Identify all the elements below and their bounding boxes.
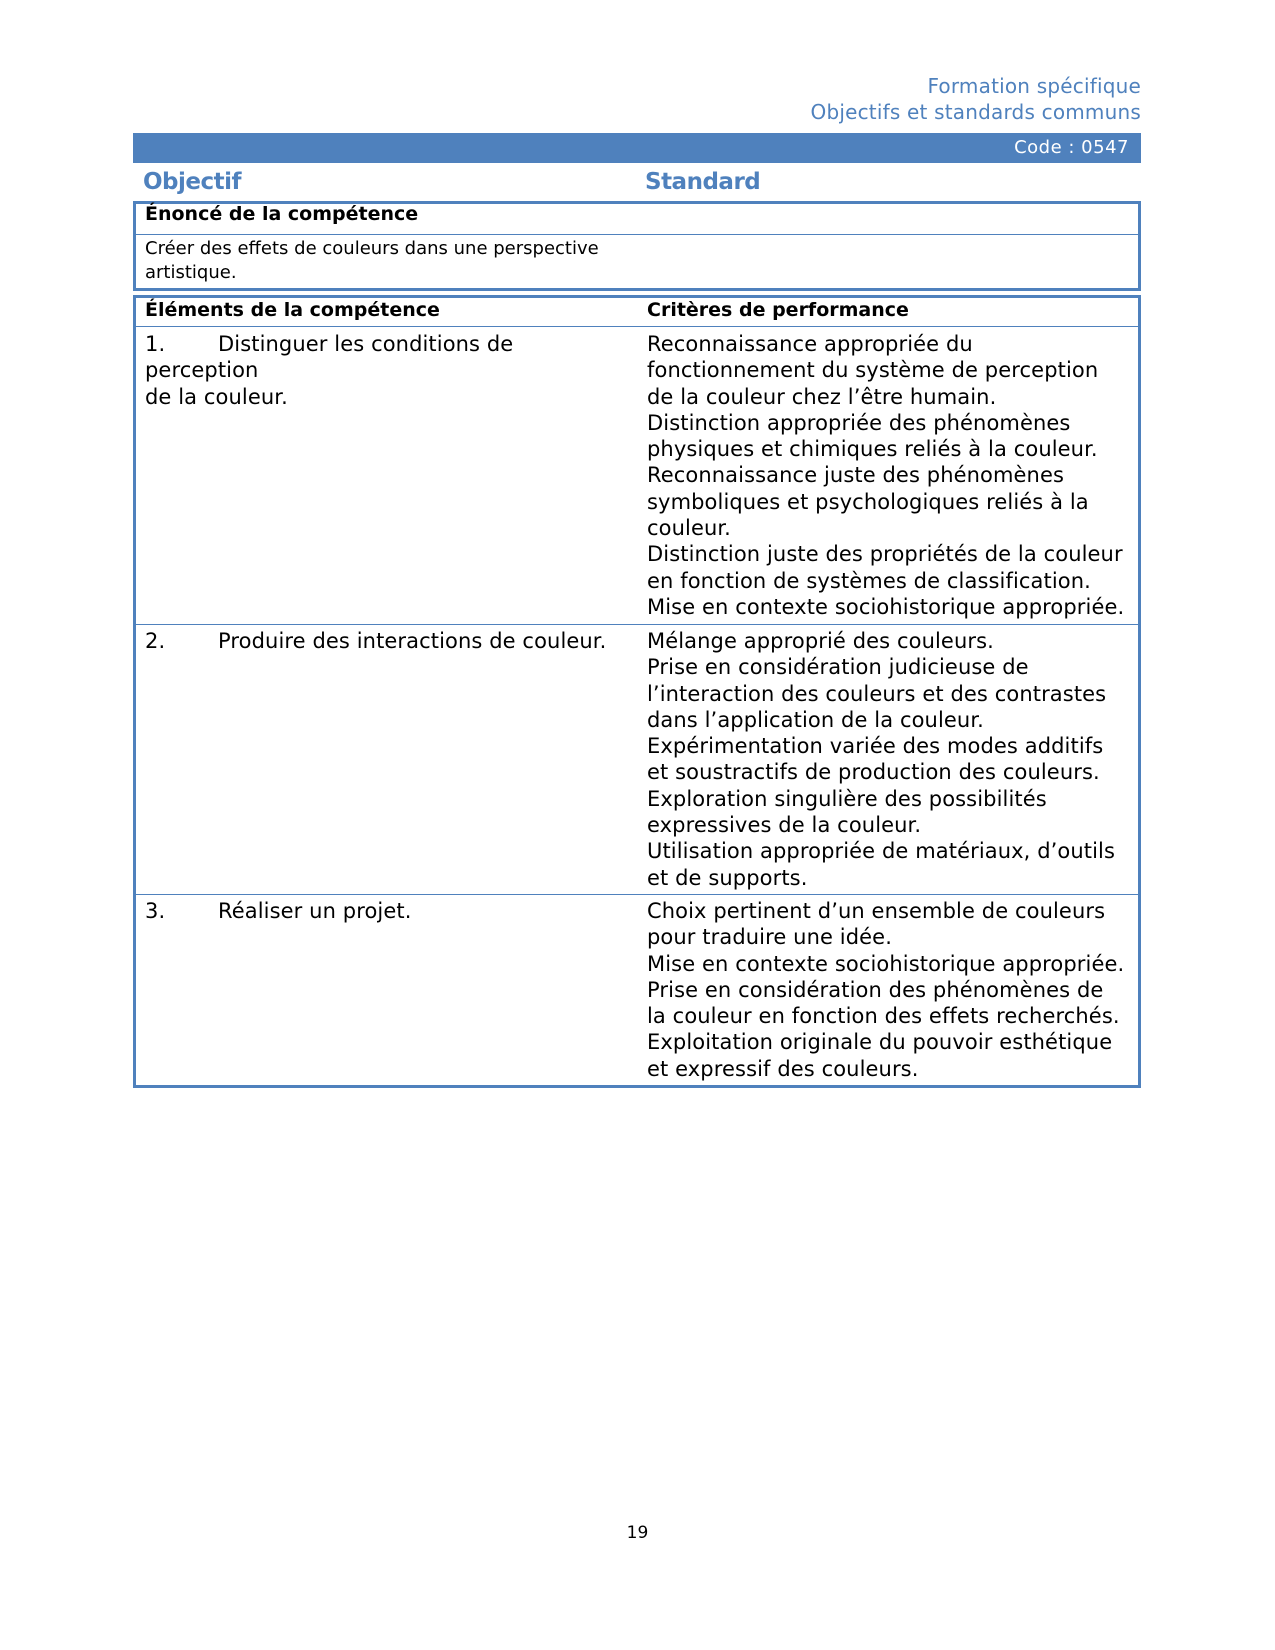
row-divider [136,894,1138,895]
running-header [811,73,1141,125]
standard-heading: Standard [645,169,761,195]
elements-criteria-table [133,295,1141,1088]
table-row-2-criteria [647,628,1127,891]
section-subtitle: Objectifs et standards communs [810,100,1141,124]
criterion: Distinction juste des propriétés de la couleur en fonction de systèmes de classification. [647,542,1123,593]
criteria-header: Critères de performance [647,299,909,321]
criterion: Distinction appropriée des phénomènes physiques et chimiques reliés à la couleur. [647,410,1098,462]
element-text: Produire des interactions de couleur. [218,629,607,653]
criterion: Mise en contexte sociohistorique appropriée. [647,594,1125,619]
page-number: 19 [626,1523,649,1543]
criterion: Utilisation appropriée de matériaux, d’outils et de supports. [647,839,1116,890]
element-text-line2: de la couleur. [145,384,288,409]
criterion: Exploration singulière des possibilités expressives de la couleur. [647,786,1047,838]
table-row-2-element [145,628,615,654]
criterion: Prise en considération des phénomènes de la couleur en fonction des effets recherchés. [647,977,1120,1029]
criterion: Reconnaissance appropriée du fonctionnement du système de perception de la couleur chez l’être humain. [647,332,1099,409]
course-code: Code : 0547 [1014,137,1129,158]
criterion: Mise en contexte sociohistorique appropriée. [647,951,1125,976]
element-number: 2. [145,629,166,653]
table-row-3-criteria [647,898,1127,1082]
course-code-bar [133,133,1141,163]
competence-statement-box [133,201,1141,291]
row-divider [136,326,1138,327]
criterion: Mélange approprié des couleurs. [647,629,994,653]
competence-statement: Créer des effets de couleurs dans une perspective artistique. [145,238,599,283]
objective-heading: Objectif [143,169,242,195]
criterion: Reconnaissance juste des phénomènes symboliques et psychologiques reliés à la couleur. [647,463,1089,541]
section-title: Formation spécifique [927,74,1141,98]
criterion: Exploitation originale du pouvoir esthétique et expressif des couleurs. [647,1030,1113,1081]
element-text-line1: Distinguer les conditions de perception [145,332,514,383]
element-number: 3. [145,899,166,923]
element-number: 1. [145,332,166,356]
element-text: Réaliser un projet. [218,899,412,923]
column-headings [133,163,1141,199]
criterion: Choix pertinent d’un ensemble de couleurs pour traduire une idée. [647,899,1106,950]
table-row-3-element [145,898,615,924]
row-divider [136,624,1138,625]
table-row-1-criteria [647,331,1127,620]
criterion: Expérimentation variée des modes additifs et soustractifs de production des couleurs. [647,734,1104,785]
criterion: Prise en considération judicieuse de l’interaction des couleurs et des contrastes dans l’application de la couleur. [647,655,1107,732]
table-row-1-element [145,331,615,410]
competence-heading: Énoncé de la compétence [145,203,419,225]
elements-header: Éléments de la compétence [145,299,440,321]
row-divider [136,234,1138,235]
